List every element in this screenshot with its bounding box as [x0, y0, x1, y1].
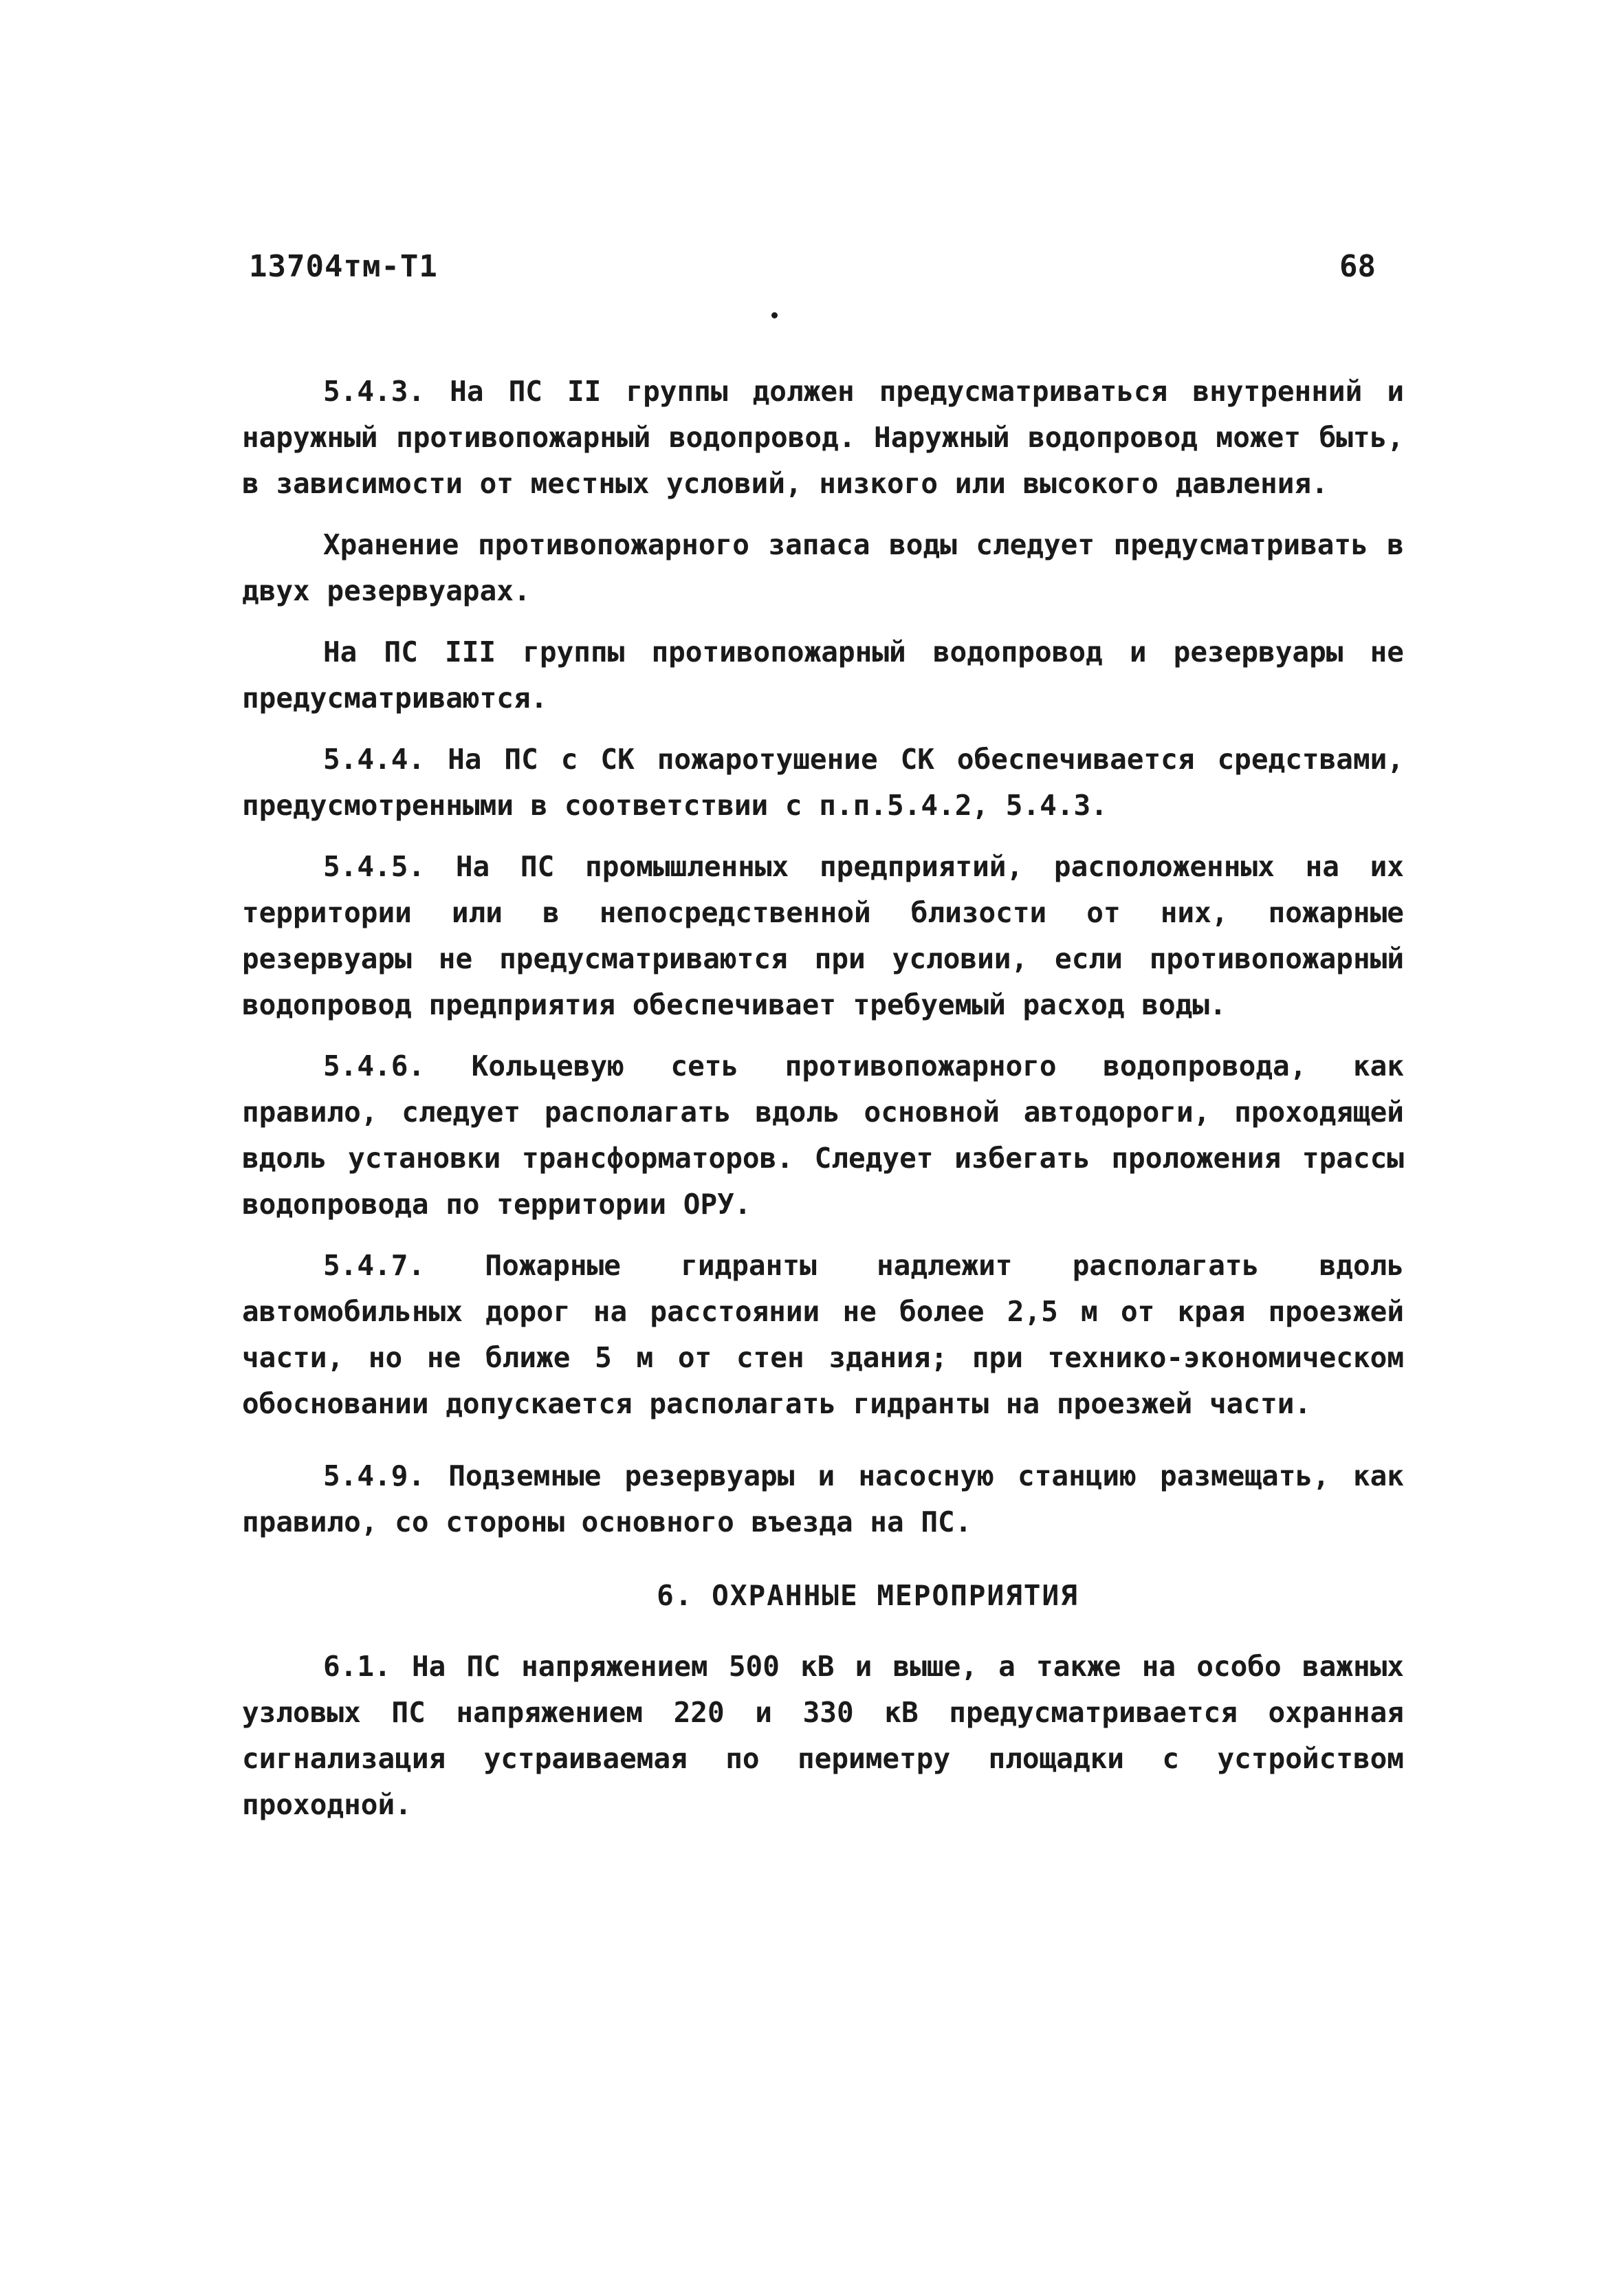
page-number: 68	[1339, 249, 1376, 284]
paragraph-reserve-storage: Хранение противопожарного запаса воды следует предусматривать в двух резервуарах.	[242, 528, 1404, 607]
paragraph-5-4-3: 5.4.3. На ПС II группы должен предусматриваться внутренний и наружный противопожарный водопровод. Наружный водопровод может быть, в зависимости от местных условий, низкого или высокого давления.	[242, 375, 1404, 500]
section-6-heading: 6. ОХРАННЫЕ МЕРОПРИЯТИЯ	[657, 1579, 1079, 1612]
paragraph-5-4-7: 5.4.7. Пожарные гидранты надлежит располагать вдоль автомобильных дорог на расстоянии не более 2,5 м от края проезжей части, но не ближе 5 м от стен здания; при технико-экономическом обосновании допускается располагать гидранты на проезжей части.	[242, 1249, 1404, 1420]
paragraph-5-4-5: 5.4.5. На ПС промышленных предприятий, расположенных на их территории или в непосредственной близости от них, пожарные резервуары не предусматриваются при условии, если противопожарный водопровод предприятия обеспечивает требуемый расход воды.	[242, 850, 1404, 1021]
paragraph-5-4-6: 5.4.6. Кольцевую сеть противопожарного водопровода, как правило, следует располагать вдоль основной автодороги, проходящей вдоль установки трансформаторов. Следует избегать проложения трассы водопровода по территории ОРУ.	[242, 1049, 1404, 1221]
paragraph-group-3: На ПС III группы противопожарный водопровод и резервуары не предусматриваются.	[242, 635, 1404, 715]
paragraph-5-4-4: 5.4.4. На ПС с СК пожаротушение СК обеспечивается средствами, предусмотренными в соответствии с п.п.5.4.2, 5.4.3.	[242, 743, 1404, 822]
paragraph-5-4-9: 5.4.9. Подземные резервуары и насосную станцию размещать, как правило, со стороны основного въезда на ПС.	[242, 1459, 1404, 1538]
document-body	[242, 369, 1404, 1843]
paragraph-6-1: 6.1. На ПС напряжением 500 кВ и выше, а также на особо важных узловых ПС напряжением 220 и 330 кВ предусматривается охранная сигнализация устраиваемая по периметру площадки с устройством проходной.	[242, 1650, 1404, 1821]
document-code: 13704тм-Т1	[249, 249, 438, 284]
scan-speck	[771, 312, 778, 318]
